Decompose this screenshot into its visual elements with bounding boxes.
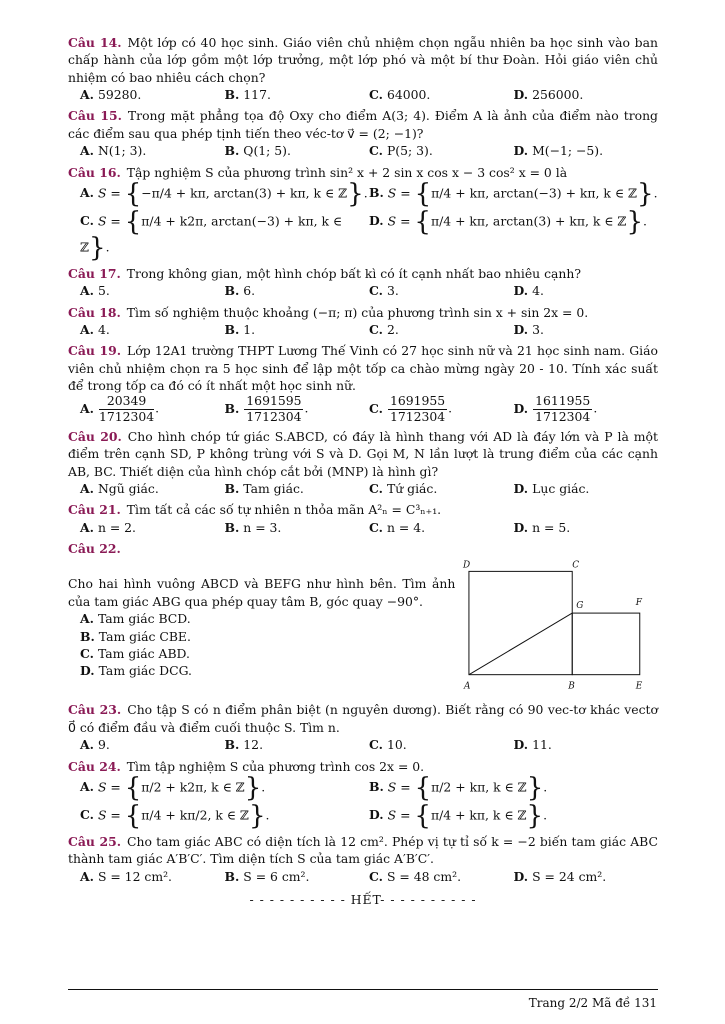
options	[68, 282, 658, 299]
option-a[interactable]: A. Tam giác BCD.	[80, 611, 191, 627]
option-c[interactable]: C. 2.	[369, 321, 399, 337]
label-g: G	[576, 601, 584, 612]
option-a[interactable]: A. S = {−π/4 + kπ, arctan(3) + kπ, k ∈ ℤ}.	[80, 178, 368, 209]
option-b[interactable]: B. S = 6 cm².	[224, 868, 310, 884]
option-b[interactable]: B. $\frac{1691595}{1712304}$ .	[224, 393, 309, 424]
option-b[interactable]: B. S = {π/2 + kπ, k ∈ ℤ}.	[369, 772, 548, 803]
option-d[interactable]: D. 4.	[513, 283, 544, 299]
question-21	[68, 501, 658, 536]
question-text: Trong không gian, một hình chóp bất kì có ít cạnh nhất bao nhiêu cạnh?	[126, 265, 582, 281]
question-text: Cho tam giác ABC có diện tích là 12 cm². Phép vị tự tỉ số k = −2 biến tam giác ABC thành tam giác A′B′C′. Tìm diện tích S của tam giác A′B′C′.	[68, 833, 658, 867]
option-a[interactable]: A. S = {π/2 + k2π, k ∈ ℤ}.	[80, 772, 266, 803]
fraction: $\frac{1691955}{1712304}$	[389, 393, 446, 424]
question-text: Cho tập S có n điểm phân biệt (n nguyên dương). Biết rằng có 90 vec-tơ khác vectơ 0⃗ có điểm đầu và điểm cuối thuộc S. Tìm n.	[68, 702, 658, 735]
question-number: Câu 19.	[68, 343, 122, 359]
option-b[interactable]: B. S = {π/4 + kπ, arctan(−3) + kπ, k ∈ ℤ}.	[369, 178, 658, 209]
option-d[interactable]: D. n = 5.	[513, 519, 571, 535]
option-a[interactable]: A. 5.	[80, 283, 110, 299]
question-15	[68, 107, 658, 159]
option-b[interactable]: B. Tam giác CBE.	[80, 628, 191, 644]
option-b[interactable]: B. Q(1; 5).	[224, 143, 291, 159]
options	[68, 321, 658, 338]
square-abcd	[469, 572, 572, 675]
options	[68, 142, 658, 159]
option-c[interactable]: C. P(5; 3).	[369, 143, 433, 159]
option-c[interactable]: C. 10.	[369, 737, 407, 753]
label-e: E	[636, 682, 643, 693]
option-a[interactable]: A. n = 2.	[80, 519, 136, 535]
option-a[interactable]: A. 4.	[80, 321, 110, 337]
option-b[interactable]: B. 1.	[224, 321, 256, 337]
square-befg	[573, 614, 641, 676]
label-a: A	[464, 682, 471, 693]
question-number: Câu 24.	[68, 758, 121, 774]
option-c[interactable]: C. 3.	[369, 283, 399, 299]
option-d[interactable]: D. 256000.	[513, 87, 584, 103]
question-number: Câu 17.	[68, 265, 121, 281]
question-number: Câu 18.	[68, 304, 121, 320]
question-text: Tìm tất cả các số tự nhiên n thỏa mãn A²ₙ = C³ₙ₊₁.	[126, 502, 442, 518]
option-c[interactable]: C. Tứ giác.	[369, 481, 438, 496]
segment-ag	[469, 614, 572, 676]
question-text: Cho hai hình vuông ABCD và BEFG như hình bên. Tìm ảnh của tam giác ABG qua phép quay tâm B, góc quay −90°.	[68, 576, 456, 609]
question-number: Câu 23.	[68, 702, 122, 718]
question-16	[68, 164, 658, 261]
options	[68, 86, 658, 103]
question-number: Câu 14.	[68, 35, 122, 50]
option-d[interactable]: D. Tam giác DCG.	[80, 663, 192, 679]
squares-figure	[459, 557, 658, 697]
end-marker: - - - - - - - - - - HẾT- - - - - - - - - -	[249, 891, 477, 907]
option-a[interactable]: A. S = 12 cm².	[80, 868, 172, 884]
option-a[interactable]: A. N(1; 3).	[80, 143, 147, 159]
label-b: B	[568, 682, 576, 693]
question-text: Cho hình chóp tứ giác S.ABCD, có đáy là hình thang với AD là đáy lớn và P là một điểm trên cạnh SD, P không trùng với S và D. Gọi M, N lần lượt là trung điểm của các cạnh AB, BC. Thiết diện của hình chóp cắt bởi (MNP) là hình gì?	[68, 428, 658, 479]
option-b[interactable]: B. 117.	[224, 87, 271, 103]
question-text: Một lớp có 40 học sinh. Giáo viên chủ nhiệm chọn ngẫu nhiên ba học sinh vào ban chấp hành của lớp gồm một lớp trưởng, một lớp phó và một bí thư Đoàn. Hỏi giáo viên chủ nhiệm có bao nhiêu cách chọn?	[68, 35, 658, 85]
question-number: Câu 15.	[68, 108, 122, 124]
question-number: Câu 20.	[68, 428, 122, 444]
question-17	[68, 265, 658, 300]
fraction: $\frac{1611955}{1712304}$	[535, 393, 591, 424]
footer-divider	[68, 989, 658, 990]
options	[68, 736, 658, 753]
question-24	[68, 758, 658, 829]
options	[68, 480, 658, 497]
page-footer: Trang 2/2 Mã đề 131	[528, 996, 657, 1010]
question-19	[68, 342, 658, 424]
label-f: F	[636, 598, 643, 609]
option-d[interactable]: D. 3.	[513, 321, 544, 337]
options	[68, 394, 658, 424]
exam-page	[68, 34, 658, 908]
option-a[interactable]: A. 9.	[80, 737, 110, 753]
label-c: C	[572, 560, 580, 571]
question-25	[68, 833, 658, 885]
question-text: Tập nghiệm S của phương trình sin² x + 2 sin x cos x − 3 cos² x = 0 là	[126, 164, 568, 180]
fraction: $\frac{20349}{1712304}$	[98, 393, 155, 424]
options	[68, 519, 658, 536]
option-c[interactable]: C. n = 4.	[369, 519, 426, 535]
option-c[interactable]: C. S = {π/4 + k2π, arctan(−3) + kπ, k ∈ ℤ}.	[80, 206, 343, 263]
option-c[interactable]: C. 64000.	[369, 87, 431, 103]
option-d[interactable]: D. Lục giác.	[513, 481, 590, 496]
option-d[interactable]: D. S = 24 cm².	[513, 868, 607, 884]
options	[68, 772, 658, 831]
label-d: D	[463, 560, 471, 571]
question-text: Trong mặt phẳng tọa độ Oxy cho điểm A(3; 4). Điểm A là ảnh của điểm nào trong các điểm sau qua phép tịnh tiến theo véc-tơ v⃗ = (2; −1)?	[68, 108, 658, 141]
option-d[interactable]: D. M(−1; −5).	[513, 143, 604, 159]
option-d[interactable]: D. S = {π/4 + kπ, arctan(3) + kπ, k ∈ ℤ}.	[369, 206, 647, 237]
question-23	[68, 701, 658, 753]
question-text: Lớp 12A1 trường THPT Lương Thế Vinh có 27 học sinh nữ và 21 học sinh nam. Giáo viên chủ nhiệm chọn ra 5 học sinh để lập một tốp ca chào mừng ngày 20 - 10. Tính xác suất để trong tốp ca đó có ít nhất một học sinh nữ.	[68, 343, 658, 394]
question-number: Câu 22.	[68, 541, 121, 557]
option-d[interactable]: D. 11.	[513, 737, 552, 753]
question-18	[68, 304, 658, 339]
option-c[interactable]: C. Tam giác ABD.	[80, 645, 190, 661]
question-number: Câu 16.	[68, 164, 121, 180]
option-b[interactable]: B. n = 3.	[224, 519, 282, 535]
question-22	[68, 540, 658, 697]
option-c[interactable]: C. S = {π/4 + kπ/2, k ∈ ℤ}.	[80, 800, 270, 831]
question-text: Tìm tập nghiệm S của phương trình cos 2x = 0.	[126, 758, 425, 774]
question-20	[68, 428, 658, 497]
question-number: Câu 25.	[68, 833, 122, 849]
option-c[interactable]: C. S = 48 cm².	[369, 868, 462, 884]
fraction: $\frac{1691595}{1712304}$	[246, 393, 302, 424]
option-a[interactable]: A. $\frac{20349}{1712304}$ .	[80, 393, 160, 424]
option-a[interactable]: A. Ngũ giác.	[80, 481, 159, 496]
option-b[interactable]: B. 6.	[224, 283, 256, 299]
question-text: Tìm số nghiệm thuộc khoảng (−π; π) của phương trình sin x + sin 2x = 0.	[126, 304, 589, 320]
options	[68, 868, 658, 885]
options	[68, 178, 658, 263]
option-b[interactable]: B. Tam giác.	[224, 481, 304, 496]
question-14	[68, 34, 658, 103]
option-c[interactable]: C. $\frac{1691955}{1712304}$ .	[369, 393, 453, 424]
option-d[interactable]: D. S = {π/4 + kπ, k ∈ ℤ}.	[369, 800, 548, 831]
option-b[interactable]: B. 12.	[224, 737, 264, 753]
option-d[interactable]: D. $\frac{1611955}{1712304}$ .	[513, 393, 598, 424]
option-a[interactable]: A. 59280.	[80, 87, 142, 103]
question-number: Câu 21.	[68, 502, 121, 518]
